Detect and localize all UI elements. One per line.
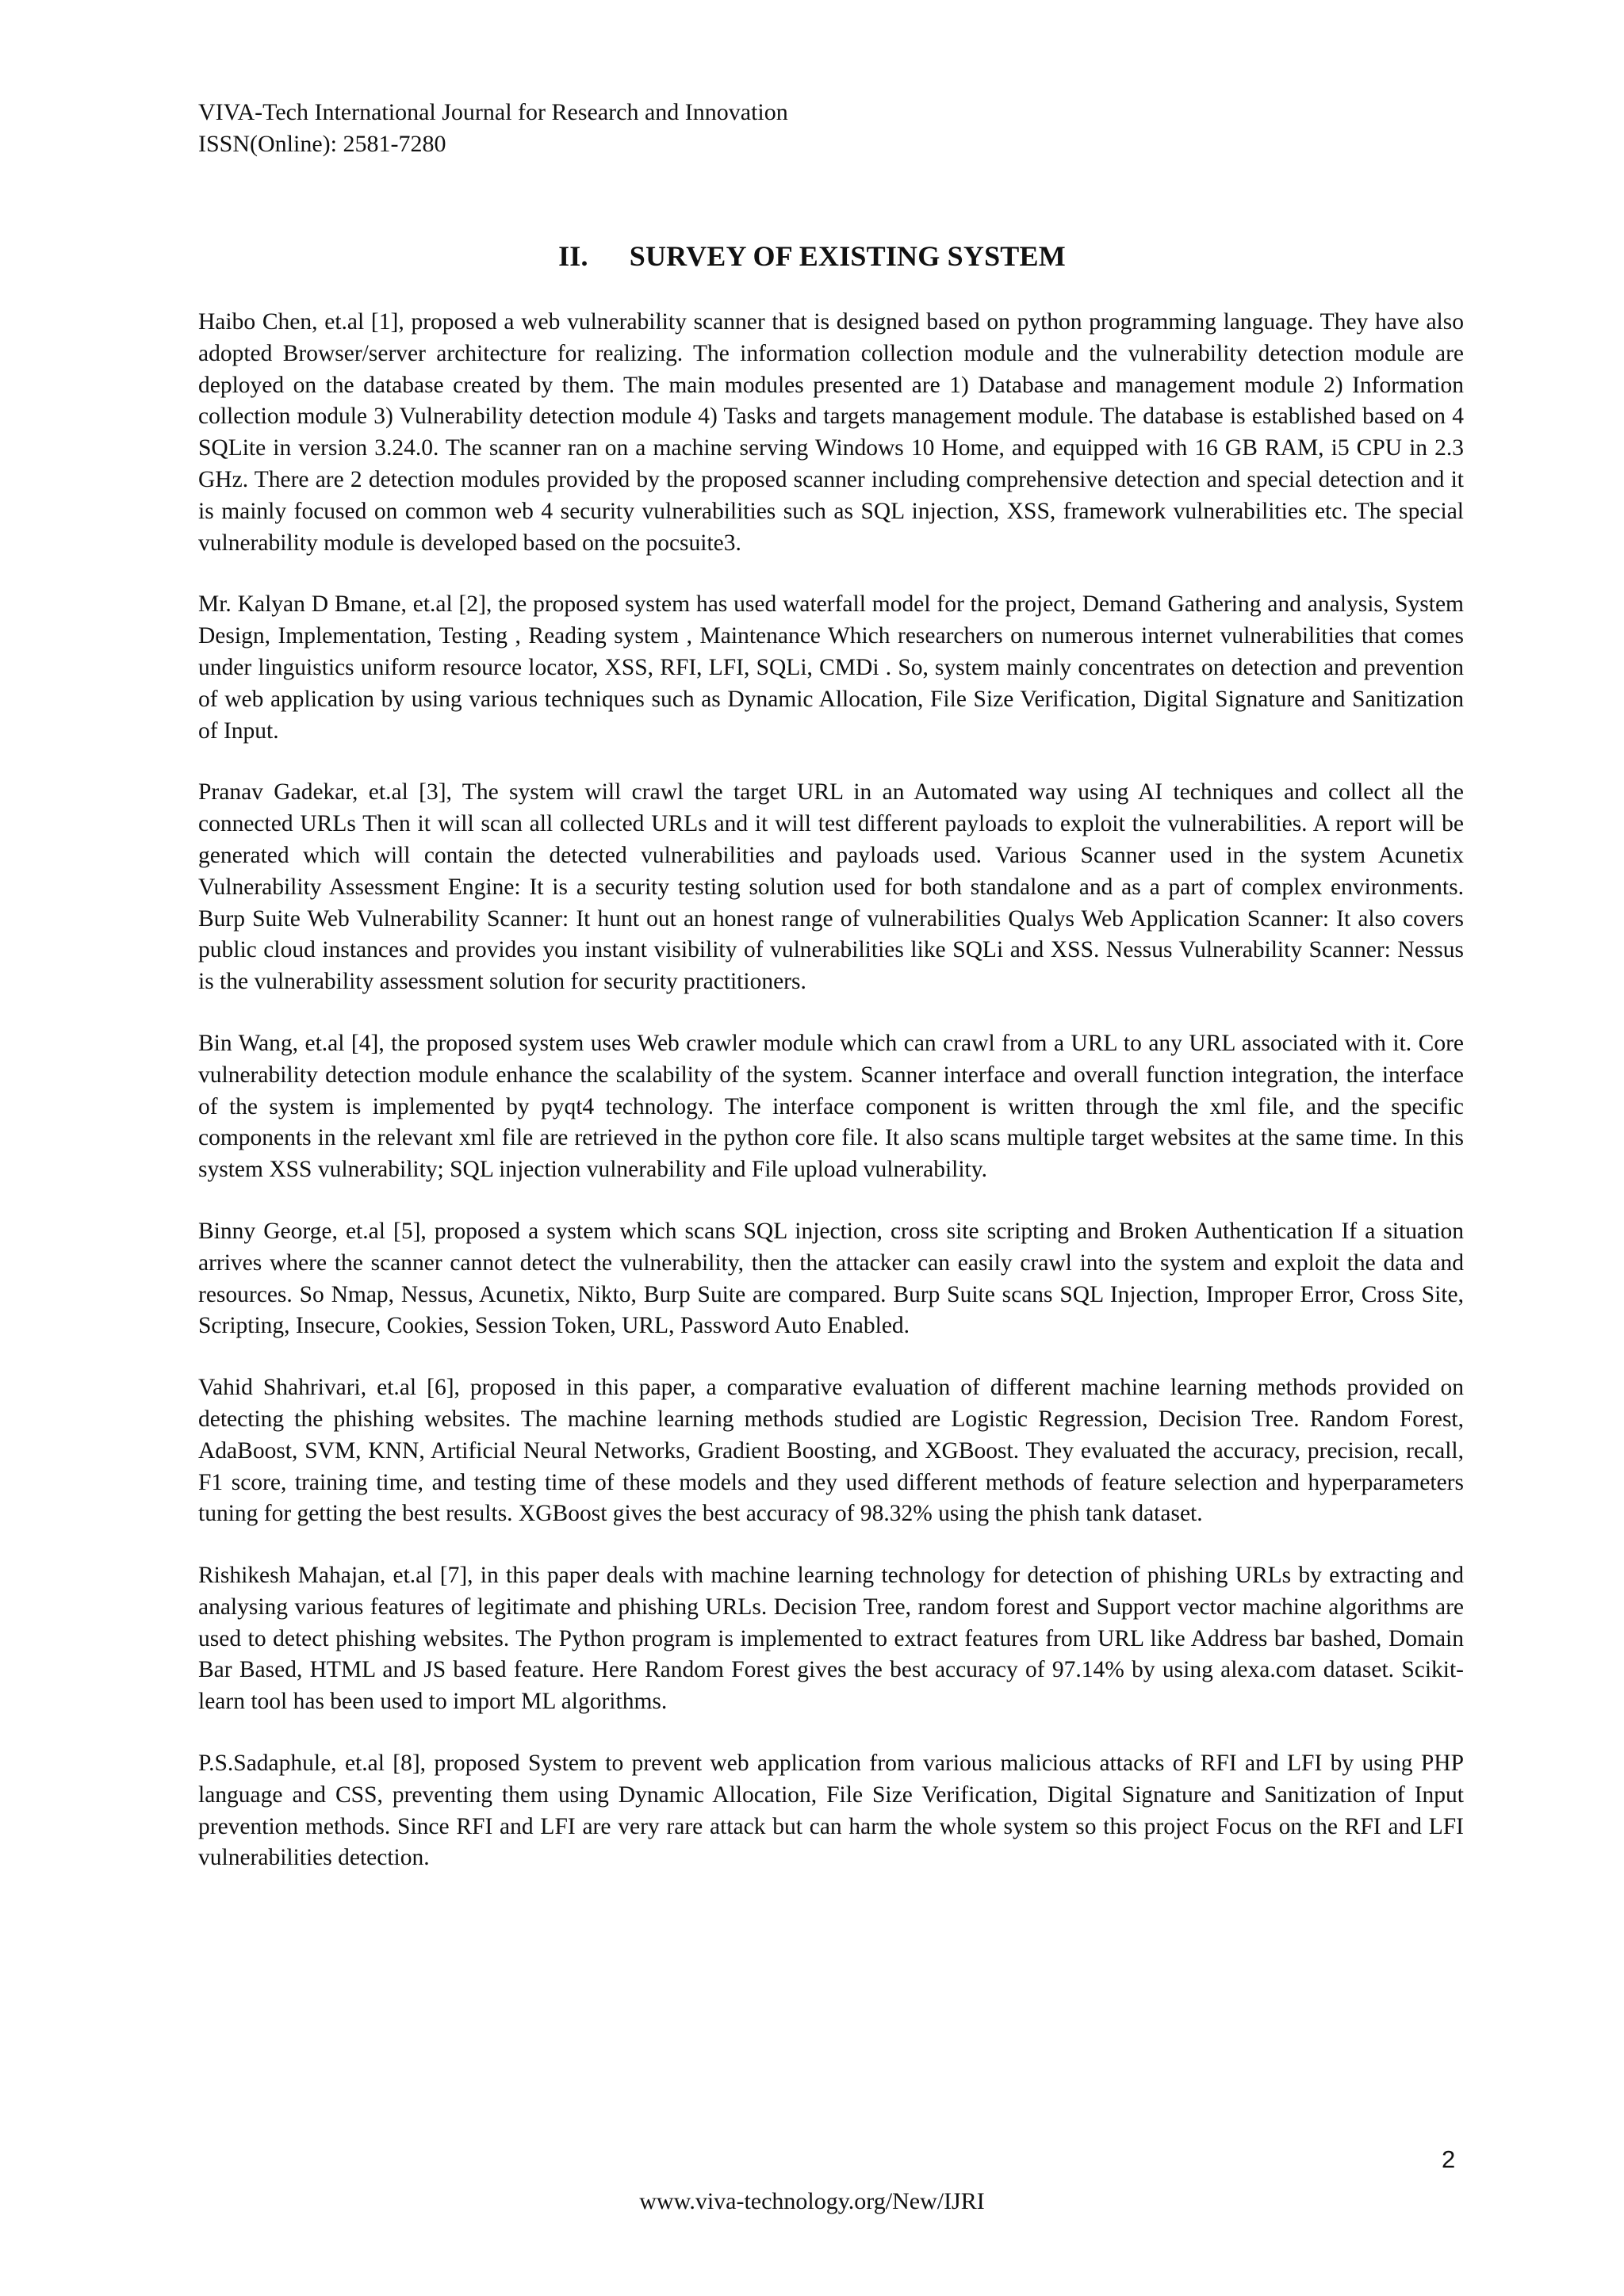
paragraph-ref-6: Vahid Shahrivari, et.al [6], proposed in this paper, a comparative evaluation of different machine learning methods provided on detecting the phishing websites. The machine learning methods studied are Logistic Regression, Decision Tree. Random Forest, AdaBoost, SVM, KNN, Artificial Neural Networks, Gradient Boosting, and XGBoost. They evaluated the accuracy, precision, recall, F1 score, training time, and testing time of these models and they used different methods of feature selection and hyperparameters tuning for getting the best results. XGBoost gives the best accuracy of 98.32% using the phish tank dataset. [198, 1375, 1464, 1527]
paragraph-ref-3: Pranav Gadekar, et.al [3], The system will crawl the target URL in an Automated way using AI techniques and collect all the connected URLs Then it will scan all collected URLs and it will test different payloads to exploit the vulnerabilities. A report will be generated which will contain the detected vulnerabilities and payloads used. Various Scanner used in the system Acunetix Vulnerability Assessment Engine: It is a security testing solution used for both standalone and as a part of complex environments. Burp Suite Web Vulnerability Scanner: It hunt out an honest range of vulnerabilities Qualys Web Application Scanner: It also covers public cloud instances and provides you instant visibility of vulnerabilities like SQLi and XSS. Nessus Vulnerability Scanner: Nessus is the vulnerability assessment solution for security practitioners. [198, 779, 1464, 995]
paragraph-ref-2: Mr. Kalyan D Bmane, et.al [2], the proposed system has used waterfall model for the project, Demand Gathering and analysis, System Design, Implementation, Testing , Reading system , Maintenance Which researchers on numerous internet vulnerabilities that comes under linguistics uniform resource locator, XSS, RFI, LFI, SQLi, CMDi . So, system mainly concentrates on detection and prevention of web application by using various techniques such as Dynamic Allocation, File Size Verification, Digital Signature and Sanitization of Input. [198, 591, 1464, 744]
section-number: II. [558, 240, 588, 272]
body-text [198, 307, 1464, 1904]
journal-name: VIVA-Tech International Journal for Research and Innovation [198, 99, 788, 125]
journal-header [198, 97, 788, 160]
paragraph-ref-8: P.S.Sadaphule, et.al [8], proposed System to prevent web application from various malicious attacks of RFI and LFI by using PHP language and CSS, preventing them using Dynamic Allocation, File Size Verification, Digital Signature and Sanitization of Input prevention methods. Since RFI and LFI are very rare attack but can harm the whole system so this project Focus on the RFI and LFI vulnerabilities detection. [198, 1751, 1464, 1871]
paragraph-ref-1: Haibo Chen, et.al [1], proposed a web vulnerability scanner that is designed based on python programming language. They have also adopted Browser/server architecture for realizing. The information collection module and the vulnerability detection module are deployed on the database created by them. The main modules presented are 1) Database and management module 2) Information collection module 3) Vulnerability detection module 4) Tasks and targets management module. The database is established based on 4 SQLite in version 3.24.0. The scanner ran on a machine serving Windows 10 Home, and equipped with 16 GB RAM, i5 CPU in 2.3 GHz. There are 2 detection modules provided by the proposed scanner including comprehensive detection and special detection and it is mainly focused on common web 4 security vulnerabilities such as SQL injection, XSS, framework vulnerabilities etc. The special vulnerability module is developed based on the pocsuite3. [198, 309, 1464, 556]
section-title: SURVEY OF EXISTING SYSTEM [629, 240, 1066, 272]
paragraph-ref-7: Rishikesh Mahajan, et.al [7], in this paper deals with machine learning technology for detection of phishing URLs by extracting and analysing various features of legitimate and phishing URLs. Decision Tree, random forest and Support vector machine algorithms are used to detect phishing websites. The Python program is implemented to extract features from URL like Address bar bashed, Domain Bar Based, HTML and JS based feature. Here Random Forest gives the best accuracy of 97.14% by using alexa.com dataset. Scikit-learn tool has been used to import ML algorithms. [198, 1563, 1464, 1715]
paragraph-ref-4: Bin Wang, et.al [4], the proposed system uses Web crawler module which can crawl from a URL to any URL associated with it. Core vulnerability detection module enhance the scalability of the system. Scanner interface and overall function integration, the interface of the system is implemented by pyqt4 technology. The interface component is written through the xml file, and the specific components in the relevant xml file are retrieved in the python core file. It also scans multiple target websites at the same time. In this system XSS vulnerability; SQL injection vulnerability and File upload vulnerability. [198, 1030, 1464, 1183]
footer-url: www.viva-technology.org/New/IJRI [639, 2188, 985, 2214]
journal-issn: ISSN(Online): 2581-7280 [198, 131, 446, 157]
section-heading [0, 238, 1624, 274]
paragraph-ref-5: Binny George, et.al [5], proposed a system which scans SQL injection, cross site scripting and Broken Authentication If a situation arrives where the scanner cannot detect the vulnerability, then the attacker can easily crawl into the system and exploit the data and resources. So Nmap, Nessus, Acunetix, Nikto, Burp Suite are compared. Burp Suite scans SQL Injection, Improper Error, Cross Site, Scripting, Insecure, Cookies, Session Token, URL, Password Auto Enabled. [198, 1218, 1464, 1339]
page-number: 2 [1442, 2145, 1456, 2173]
